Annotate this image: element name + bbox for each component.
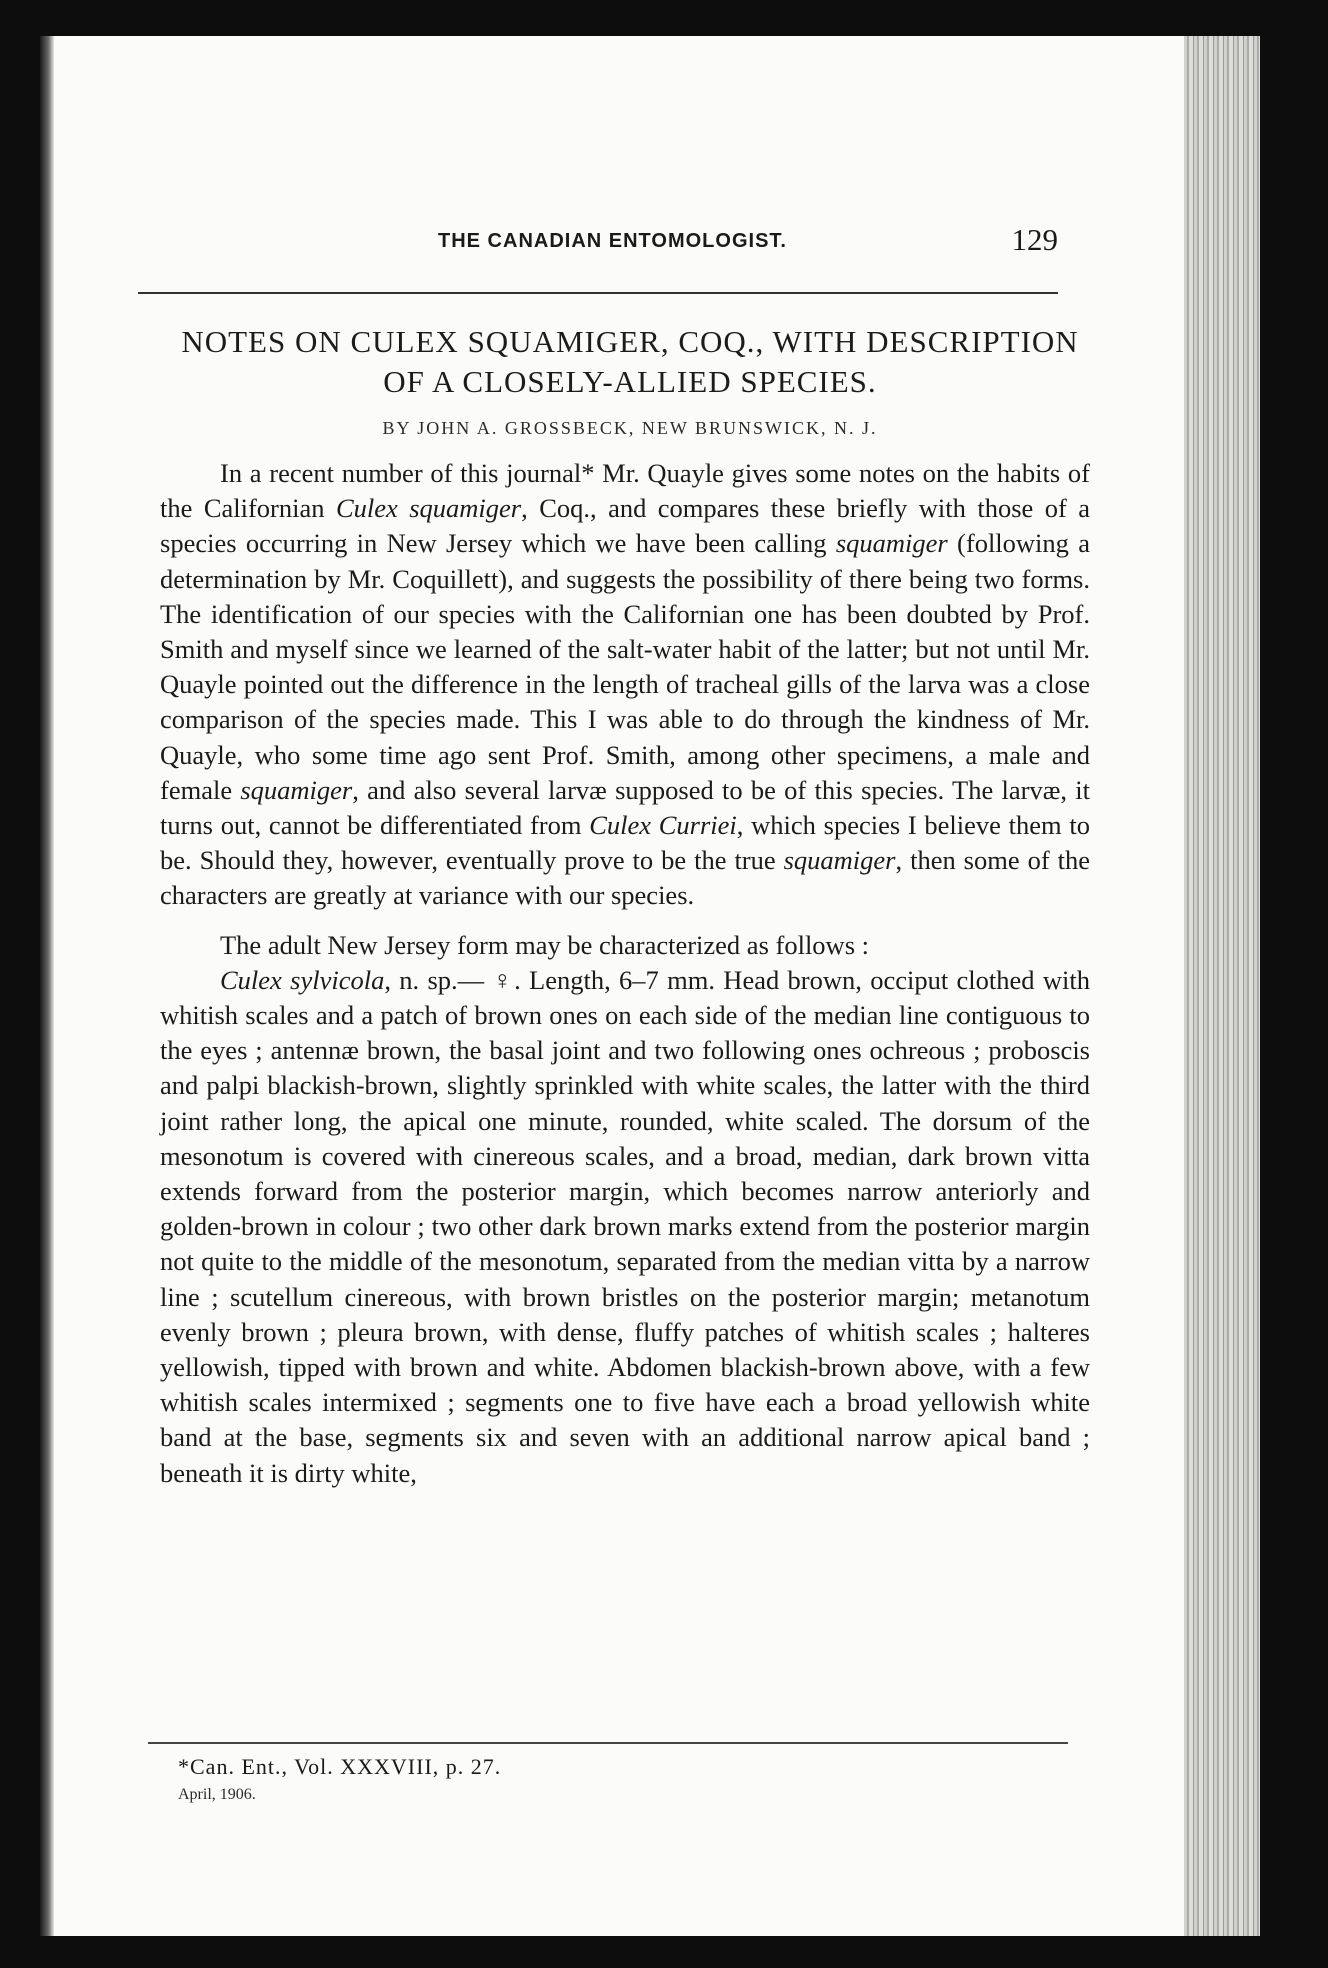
taxon-name: squamiger xyxy=(835,528,948,559)
footnote: *Can. Ent., Vol. XXXVIII, p. 27. xyxy=(178,1754,502,1779)
page-gutter-shadow xyxy=(40,36,54,1936)
issue-date: April, 1906. xyxy=(178,1786,256,1803)
paragraph-3: Culex sylvicola, n. sp.— ♀. Length, 6–7 mm. Head brown, occiput clothed with whitish scales and a patch of brown ones on each side of the median line contiguous to the eyes ; antennæ brown, the basal joint and two following ones ochreous ; proboscis and palpi blackish-brown, slightly sprinkled with white scales, the latter with the third joint rather long, the apical one minute, rounded, white scaled. The dorsum of the mesonotum is covered with cinereous scales, and a broad, median, dark brown vitta extends forward from the posterior margin, which becomes narrow anteriorly and golden-brown in colour ; two other dark brown marks extend from the posterior margin not quite to the middle of the mesonotum, separated from the median vitta by a narrow line ; scutellum cinereous, with brown bristles on the posterior margin; metanotum evenly brown ; pleura brown, with dense, fluffy patches of whitish scales ; halteres yellowish, tipped with brown and white. Abdomen blackish-brown above, with a few whitish scales intermixed ; segments one to five have each a broad yellowish white band at the base, segments six and seven with an additional narrow apical band ; beneath it is dirty white, xyxy=(160,964,1090,1488)
header-rule xyxy=(138,292,1058,294)
article-title-line-2: OF A CLOSELY-ALLIED SPECIES. xyxy=(383,364,877,399)
byline: BY JOHN A. GROSSBECK, NEW BRUNSWICK, N. J. xyxy=(382,418,878,438)
running-header xyxy=(138,220,1098,268)
page-number: 129 xyxy=(1011,222,1058,257)
article-body xyxy=(160,456,1090,1491)
page-stack-edge xyxy=(1184,36,1260,1936)
footnote-rule xyxy=(148,1742,1068,1744)
taxon-name: Culex squamiger xyxy=(335,493,522,524)
article-title xyxy=(150,322,1110,402)
article-title-line-1: NOTES ON CULEX SQUAMIGER, COQ., WITH DESCRIPTION xyxy=(181,324,1079,359)
taxon-name: squamiger xyxy=(783,845,896,876)
taxon-name: Culex Curriei xyxy=(589,810,737,841)
taxon-name: Culex sylvicola xyxy=(220,964,385,995)
taxon-name: squamiger xyxy=(240,774,353,805)
paragraph-2: The adult New Jersey form may be characterized as follows : xyxy=(220,929,869,960)
running-title: THE CANADIAN ENTOMOLOGIST. xyxy=(438,230,787,252)
paragraph-1: In a recent number of this journal* Mr. Quayle gives some notes on the habits of the Californian Culex squamiger, Coq., and compares these briefly with those of a species occurring in New Jersey which we have been calling squamiger (following a determination by Mr. Coquillett), and suggests the possibility of there being two forms. The identification of our species with the Californian one has been doubted by Prof. Smith and myself since we learned of the salt-water habit of the latter; but not until Mr. Quayle pointed out the difference in the length of tracheal gills of the larva was a close comparison of the species made. This I was able to do through the kindness of Mr. Quayle, who some time ago sent Prof. Smith, among other specimens, a male and female squamiger, and also several larvæ supposed to be of this species. The larvæ, it turns out, cannot be differentiated from Culex Curriei, which species I believe them to be. Should they, however, eventually prove to be the true squamiger, then some of the characters are greatly at variance with our species. xyxy=(160,458,1090,911)
